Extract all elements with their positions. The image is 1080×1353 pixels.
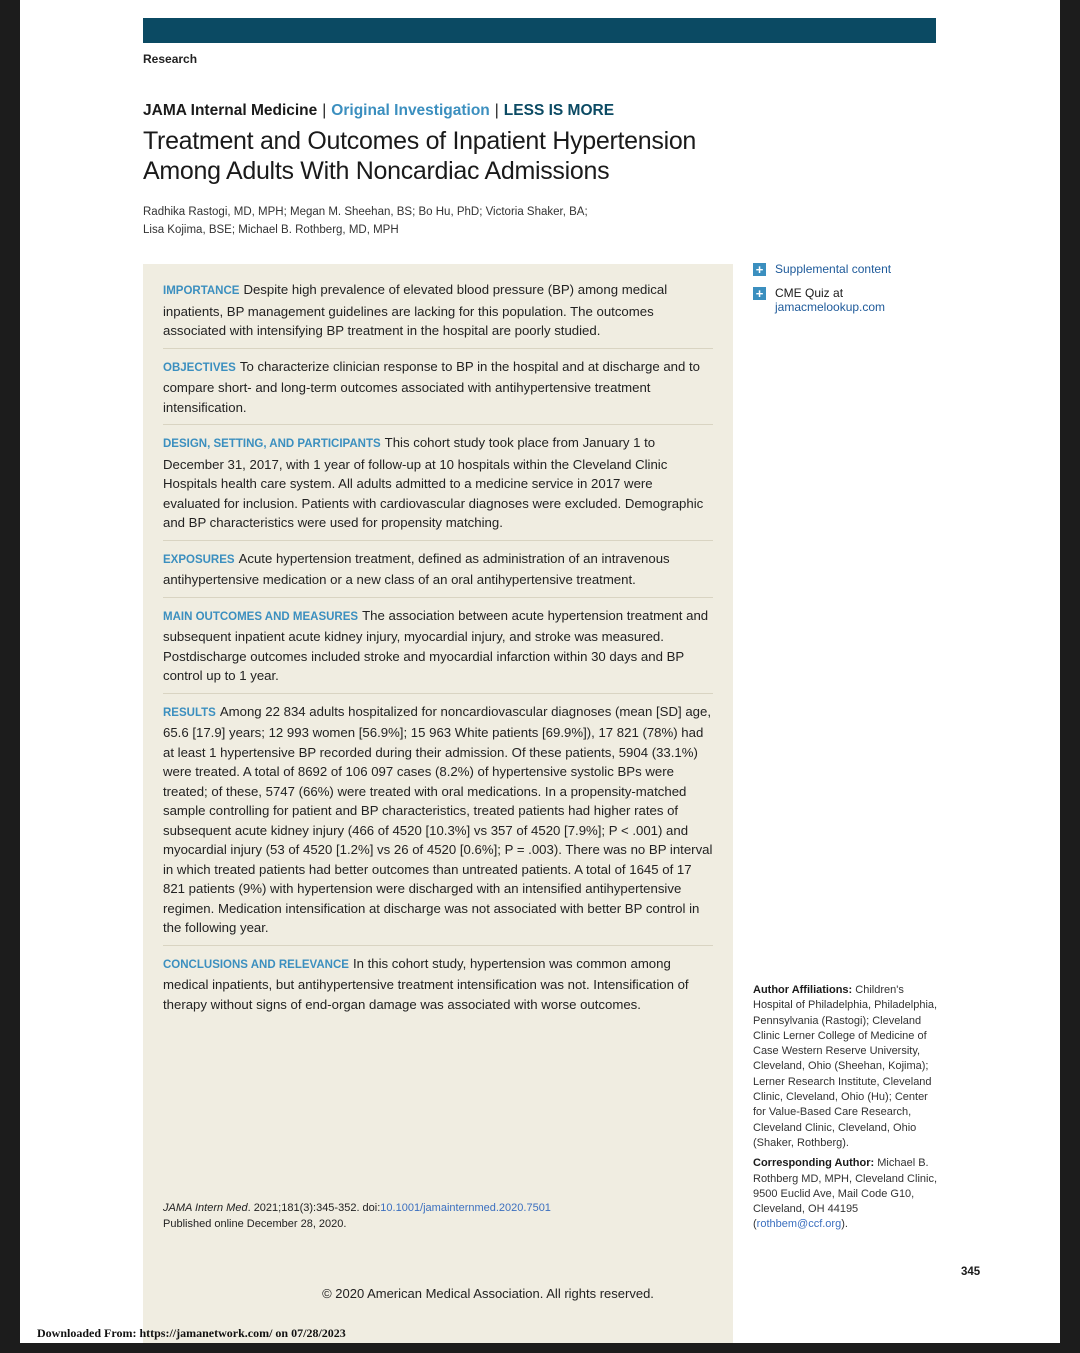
abstract-heading: EXPOSURES: [163, 553, 235, 566]
plus-icon: +: [753, 263, 766, 276]
abstract-heading: IMPORTANCE: [163, 285, 240, 297]
citation: [163, 1200, 551, 1232]
abstract-section: [163, 954, 713, 1022]
author-list: [143, 204, 613, 239]
affiliations-text: Children's Hospital of Philadelphia, Philadelphia, Pennsylvania (Rastogi); Cleveland Clinic Lerner College of Medicine of Case Western Reserve University, Cleveland, Ohio (Sheehan, Kojima); Lerner Research Institute, Cleveland Clinic, Cleveland, Ohio (Hu); Center for Value-Based Care Research, Cleveland Clinic, Cleveland, Ohio (Shaker, Rothberg).: [753, 984, 938, 1149]
plus-icon: +: [753, 287, 766, 300]
article-type: Original Investigation: [331, 102, 490, 119]
corr-end: ).: [841, 1218, 848, 1231]
supplemental-label[interactable]: Supplemental content: [775, 262, 892, 276]
article-page: [20, 0, 1060, 1343]
corr-email-link[interactable]: rothbem@ccf.org: [756, 1218, 842, 1231]
affiliations-label: Author Affiliations:: [753, 984, 853, 996]
citation-details: . 2021;181(3):345-352. doi:: [247, 1202, 381, 1214]
abstract-box: [143, 264, 733, 1343]
sidebar: [753, 262, 938, 324]
journal-name: JAMA Internal Medicine: [143, 102, 318, 119]
abstract-text: This cohort study took place from January 1 to December 31, 2017, with 1 year of follow-up at 10 hospitals within the Cleveland Clinic Hospitals health care system. All adults admitted to a medicine service in 2017 were evaluated for inclusion. Patients with cardiovascular diagnoses were excluded. Demographic and BP characteristics were used for propensity matching.: [163, 435, 704, 530]
abstract-sections: [163, 280, 713, 1029]
journal-line: [143, 102, 614, 120]
abstract-text: Despite high prevalence of elevated blood pressure (BP) among medical inpatients, BP management guidelines are lacking for this population. The outcomes associated with intensifying BP treatment in the hospital are poorly studied.: [163, 282, 668, 338]
supplemental-content-link[interactable]: [753, 262, 938, 276]
corr-text: Michael B. Rothberg MD, MPH, Cleveland Clinic, 9500 Euclid Ave, Mail Code G10, Cleveland, OH 44195 (: [753, 1157, 938, 1231]
corr-label: Corresponding Author:: [753, 1157, 875, 1170]
abstract-section: [163, 702, 713, 946]
series-label: LESS IS MORE: [503, 102, 615, 119]
cme-quiz-link[interactable]: [753, 286, 938, 314]
abstract-text: To characterize clinician response to BP in the hospital and at discharge and to compare short- and long-term outcomes associated with antihypertensive treatment intensification.: [163, 358, 700, 415]
citation-line: [163, 1200, 551, 1216]
corresponding-author: [753, 1156, 938, 1232]
abstract-section: [163, 433, 713, 541]
cme-quiz-label: CME Quiz: [775, 286, 830, 300]
abstract-section: [163, 357, 713, 426]
abstract-section: [163, 606, 713, 694]
separator: |: [494, 102, 499, 119]
abstract-section: [163, 549, 713, 598]
cme-quiz-text: [775, 286, 885, 314]
download-note: Downloaded From: https://jamanetwork.com/ on 07/28/2023: [37, 1326, 346, 1340]
abstract-section: [163, 280, 713, 349]
abstract-heading: MAIN OUTCOMES AND MEASURES: [163, 610, 359, 623]
section-label: Research: [143, 52, 198, 66]
abstract-text: In this cohort study, hypertension was common among medical inpatients, but antihypertensive treatment intensification was not. Intensification of therapy without signs of end-organ damage was associated with worse outcomes.: [163, 955, 689, 1012]
abstract-text: Among 22 834 adults hospitalized for noncardiovascular diagnoses (mean [SD] age, 65.6 [17.9] years; 12 993 women [56.9%]; 15 963 White patients [69.9%]), 17 821 (78%) had at least 1 hypertensive BP recorded during their admission. Of these patients, 5904 (33.1%) were treated. A total of 8692 of 106 097 cases (8.2%) of hypertensive systolic BPs were treated; of these, 5747 (66%) were treated with oral medications. In a propensity-matched sample controlling for patient and BP characteristics, treated patients had higher rates of subsequent acute kidney injury (466 of 4520 [10.3%] vs 357 of 4520 [7.9%]; P < .001) and myocardial injury (53 of 4520 [1.2%] vs 26 of 4520 [0.6%]; P = .003). There was no BP interval in which treated patients had better outcomes than untreated patients. A total of 1645 of 17 821 patients (9%) with hypertension were discharged with an intensified antihypertensive regimen. Medication intensification at discharge was not associated with better BP control in the following year.: [163, 703, 713, 935]
abstract-heading: RESULTS: [163, 706, 216, 719]
cme-quiz-url[interactable]: jamacmelookup.com: [775, 300, 886, 314]
author-line: Lisa Kojima, BSE; Michael B. Rothberg, MD, MPH: [143, 223, 399, 236]
abstract-text: The association between acute hypertension treatment and subsequent inpatient acute kidney injury, myocardial injury, and stroke was measured. Postdischarge outcomes included stroke and myocardial infarction within 30 days and BP control up to 1 year.: [163, 607, 709, 683]
published-date: Published online December 28, 2020.: [163, 1218, 347, 1230]
header-bar: [143, 18, 936, 43]
page-number: 345: [961, 1266, 981, 1278]
abstract-heading: OBJECTIVES: [163, 361, 236, 374]
author-affiliations: [753, 983, 938, 1233]
separator: |: [322, 102, 327, 119]
journal-abbrev: JAMA Intern Med: [163, 1202, 248, 1214]
affiliations-block: [753, 983, 938, 1151]
doi-link[interactable]: 10.1001/jamainternmed.2020.7501: [380, 1202, 551, 1214]
abstract-text: Acute hypertension treatment, defined as administration of an intravenous antihypertensive medication or a new class of an oral antihypertensive treatment.: [163, 550, 670, 587]
copyright: © 2020 American Medical Association. All rights reserved.: [322, 1286, 654, 1301]
author-line: Radhika Rastogi, MD, MPH; Megan M. Sheehan, BS; Bo Hu, PhD; Victoria Shaker, BA;: [143, 206, 588, 218]
abstract-heading: DESIGN, SETTING, AND PARTICIPANTS: [163, 438, 381, 450]
cme-at: at: [829, 286, 844, 300]
article-title: Treatment and Outcomes of Inpatient Hypertension Among Adults With Noncardiac Admissions: [143, 127, 697, 185]
abstract-heading: CONCLUSIONS AND RELEVANCE: [163, 958, 349, 971]
